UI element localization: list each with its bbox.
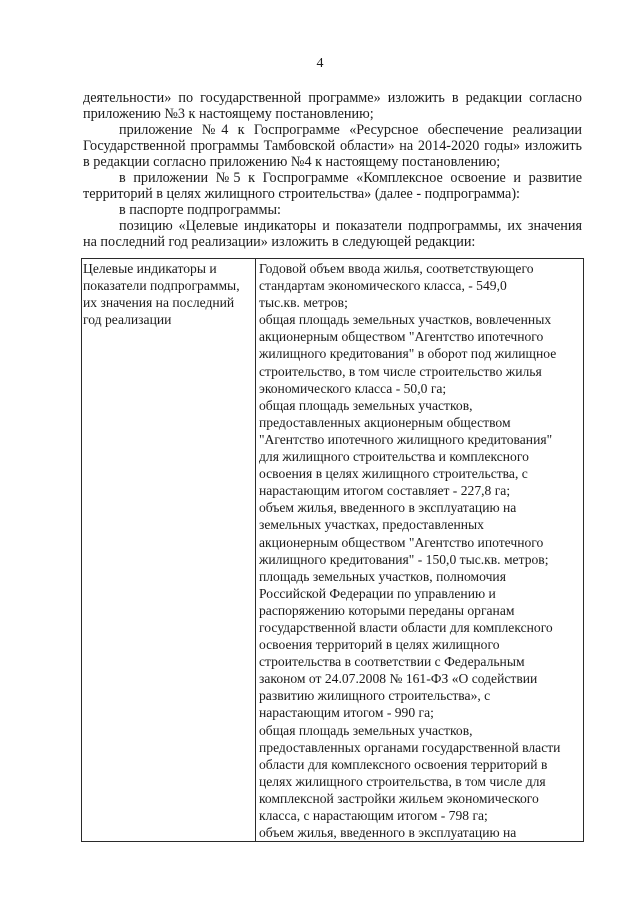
table-row bbox=[82, 259, 584, 842]
value-line: строительства в соответствии с Федеральным bbox=[259, 654, 525, 670]
value-line: общая площадь земельных участков, bbox=[259, 722, 473, 738]
value-line: жилищного кредитования" - 150,0 тыс.кв. метров; bbox=[259, 551, 549, 567]
paragraph-4: в паспорте подпрограммы: bbox=[119, 202, 281, 218]
value-line: целях жилищного строительства, в том числе для bbox=[259, 773, 546, 789]
value-line: нарастающим итогом составляет - 227,8 га; bbox=[259, 483, 511, 499]
value-line: стандартам экономического класса, - 549,0 bbox=[259, 278, 507, 294]
paragraph-5: позицию «Целевые индикаторы и показатели подпрограммы, их значения на последний год реализации» изложить в следующей редакции: bbox=[83, 218, 582, 250]
label-line: показатели подпрограммы, bbox=[83, 278, 240, 294]
value-line: общая площадь земельных участков, bbox=[259, 397, 473, 413]
value-line: "Агентство ипотечного жилищного кредитования" bbox=[259, 431, 553, 447]
value-line: экономического класса - 50,0 га; bbox=[259, 380, 447, 396]
value-cell bbox=[256, 259, 584, 842]
value-line: акционерным обществом "Агентство ипотечного bbox=[259, 329, 544, 345]
label-line: год реализации bbox=[83, 312, 172, 328]
value-line: тыс.кв. метров; bbox=[259, 295, 348, 311]
value-line: комплексной застройки жильем экономического bbox=[259, 790, 539, 806]
value-line: предоставленных органами государственной власти bbox=[259, 739, 561, 755]
label-cell bbox=[82, 259, 256, 842]
indicators-table bbox=[81, 258, 584, 842]
value-line: Российской Федерации по управлению и bbox=[259, 585, 496, 601]
value-line: предоставленных акционерным обществом bbox=[259, 414, 511, 430]
value-line: области для комплексного освоения территорий в bbox=[259, 756, 548, 772]
value-line: общая площадь земельных участков, вовлеченных bbox=[259, 312, 552, 328]
value-line: объем жилья, введенного в эксплуатацию на bbox=[259, 825, 517, 841]
value-line: нарастающим итогом - 990 га; bbox=[259, 705, 434, 721]
value-line: жилищного кредитования" в оборот под жилищное bbox=[259, 346, 557, 362]
value-line: законом от 24.07.2008 № 161-ФЗ «О содействии bbox=[259, 671, 538, 687]
label-line: их значения на последний bbox=[83, 295, 235, 311]
paragraph-2: приложение №4 к Госпрограмме «Ресурсное обеспечение реализации Государственной программы Тамбовской области» на 2014-2020 годы» изложить в редакции согласно приложению №4 к настоящему постановлению; bbox=[83, 122, 582, 170]
value-line: класса, с нарастающим итогом - 798 га; bbox=[259, 808, 488, 823]
paragraph-3: в приложении №5 к Госпрограмме «Комплексное освоение и развитие территорий в целях жилищного строительства» (далее - подпрограмма): bbox=[83, 170, 582, 202]
value-line: акционерным обществом "Агентство ипотечного bbox=[259, 534, 544, 550]
value-line: распоряжению которыми переданы органам bbox=[259, 602, 515, 618]
value-line: площадь земельных участков, полномочия bbox=[259, 568, 506, 584]
value-line: земельных участках, предоставленных bbox=[259, 517, 484, 533]
value-line: Годовой объем ввода жилья, соответствующего bbox=[259, 261, 534, 276]
value-line: освоения в целях жилищного строительства, с bbox=[259, 466, 528, 482]
value-line: освоения территорий в целях жилищного bbox=[259, 637, 500, 653]
value-line: объем жилья, введенного в эксплуатацию на bbox=[259, 500, 517, 516]
label-line: Целевые индикаторы и bbox=[83, 261, 217, 276]
paragraph-1: деятельности» по государственной программе» изложить в редакции согласно приложению №3 к настоящему постановлению; bbox=[83, 90, 582, 122]
body-text bbox=[83, 90, 582, 250]
value-line: для жилищного строительства и комплексного bbox=[259, 449, 529, 465]
value-line: строительство, в том числе строительство жилья bbox=[259, 363, 542, 379]
page-number: 4 bbox=[316, 56, 324, 71]
value-line: развитию жилищного строительства», с bbox=[259, 688, 491, 704]
value-line: государственной власти области для комплексного bbox=[259, 619, 553, 635]
